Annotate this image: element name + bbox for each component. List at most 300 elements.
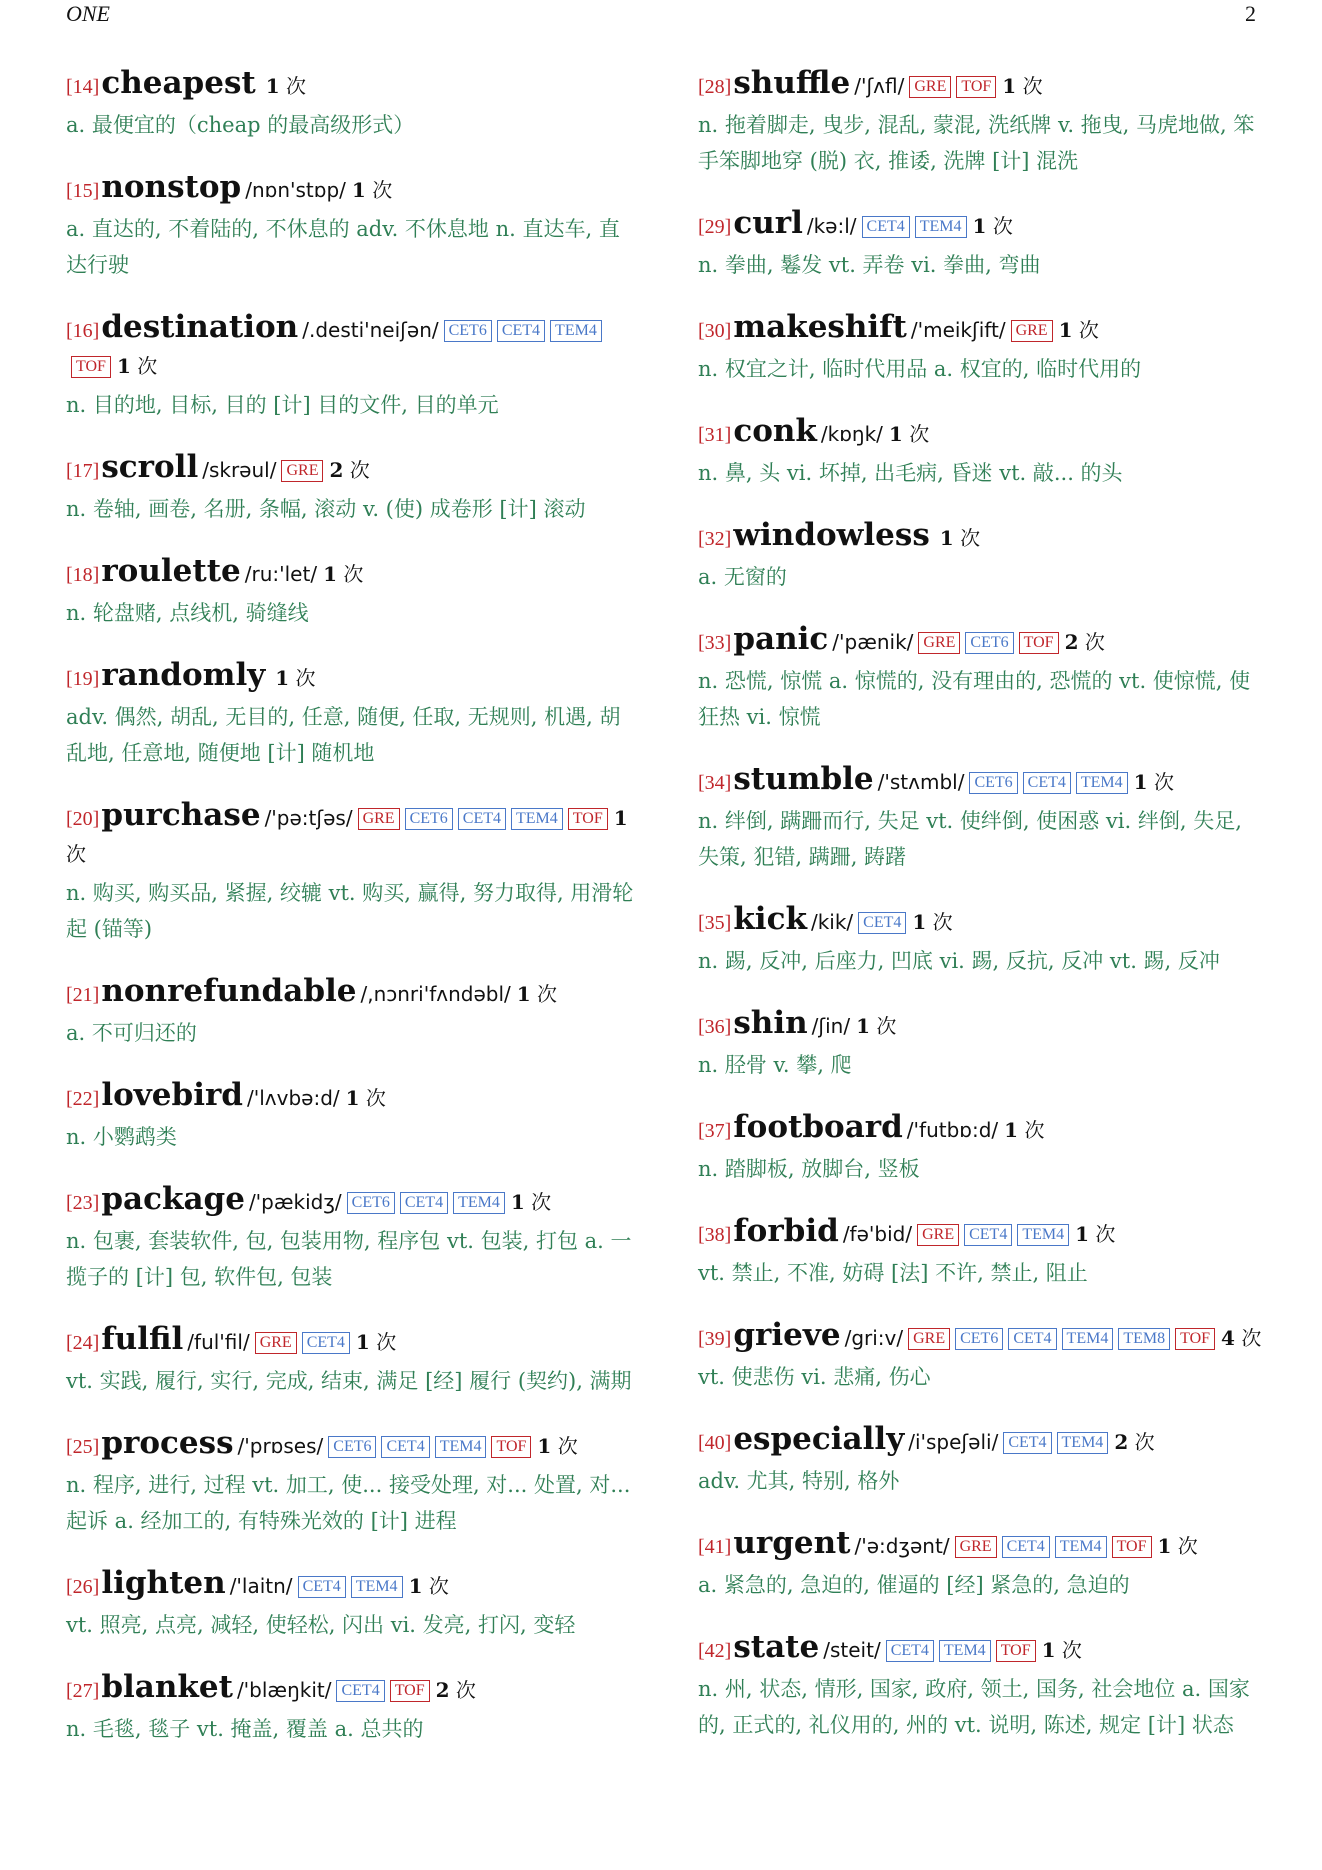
entry-phonetic: /,nɔnri'fʌndəbl/	[360, 982, 511, 1006]
frequency-unit: 次	[295, 666, 316, 690]
frequency-unit: 次	[1024, 1118, 1045, 1142]
entry-word: shuffle	[733, 65, 851, 101]
frequency-count: 1	[408, 1574, 423, 1598]
frequency-count: 1	[939, 526, 954, 550]
entry-frequency	[266, 74, 306, 98]
exam-tag-tof: TOF	[71, 356, 111, 378]
entry-phonetic: /'pænik/	[832, 630, 914, 654]
entry-headline	[698, 1318, 1268, 1357]
entry-number: [42]	[698, 1640, 732, 1662]
exam-tag-cet4: CET4	[1023, 772, 1071, 794]
entry-number: [17]	[66, 460, 100, 482]
frequency-unit: 次	[1134, 1430, 1155, 1454]
entry-word: state	[733, 1629, 820, 1665]
exam-tag-tem4: TEM4	[1076, 772, 1128, 794]
entry-phonetic: /skrəul/	[202, 458, 277, 482]
frequency-unit: 次	[376, 1330, 397, 1354]
entry-phonetic: /kɒŋk/	[820, 422, 883, 446]
entry-definition: n. 拖着脚走, 曳步, 混乱, 蒙混, 洗纸牌 v. 拖曳, 马虎地做, 笨手笨脚地穿 (脱) 衣, 推诿, 洗牌 [计] 混洗	[698, 113, 1255, 173]
entry-phonetic: /ʃin/	[811, 1014, 851, 1038]
entry-word: shin	[733, 1005, 808, 1041]
entry-word: roulette	[101, 553, 241, 589]
exam-tag-cet4: CET4	[858, 912, 906, 934]
exam-tags	[913, 634, 1058, 653]
entry-frequency	[275, 666, 315, 690]
entry-number: [22]	[66, 1088, 100, 1110]
frequency-unit: 次	[455, 1678, 476, 1702]
frequency-unit: 次	[876, 1014, 897, 1038]
entry-number: [20]	[66, 808, 100, 830]
exam-tags	[331, 1682, 429, 1701]
entry-number: [40]	[698, 1432, 732, 1454]
entry-definition: a. 直达的, 不着陆的, 不休息的 adv. 不休息地 n. 直达车, 直达行驶	[66, 217, 620, 277]
exam-tag-tem4: TEM4	[550, 320, 602, 342]
exam-tag-tem4: TEM4	[351, 1576, 403, 1598]
entry-number: [33]	[698, 632, 732, 654]
exam-tag-tof: TOF	[956, 76, 996, 98]
entry-number: [14]	[66, 76, 100, 98]
frequency-count: 1	[355, 1330, 370, 1354]
entry-number: [37]	[698, 1120, 732, 1142]
entry-definition: adv. 尤其, 特别, 格外	[698, 1469, 900, 1493]
exam-tag-tem4: TEM4	[939, 1640, 991, 1662]
frequency-count: 2	[435, 1678, 450, 1702]
word-entry	[66, 66, 636, 143]
frequency-unit: 次	[343, 562, 364, 586]
exam-tags	[1006, 322, 1053, 341]
frequency-unit: 次	[365, 1086, 386, 1110]
entry-phonetic: /ful'fil/	[187, 1330, 250, 1354]
entry-headline	[66, 1566, 636, 1605]
frequency-unit: 次	[286, 74, 307, 98]
frequency-unit: 次	[137, 354, 158, 378]
entry-definition: n. 踢, 反冲, 后座力, 凹底 vi. 踢, 反抗, 反冲 vt. 踢, 反冲	[698, 949, 1220, 973]
frequency-unit: 次	[66, 842, 86, 866]
entry-headline	[66, 554, 636, 593]
right-column	[698, 66, 1268, 1770]
entry-frequency	[889, 422, 929, 446]
entry-phonetic: /'meikʃift/	[910, 318, 1006, 342]
entry-number: [36]	[698, 1016, 732, 1038]
frequency-unit: 次	[1177, 1534, 1198, 1558]
exam-tag-tof: TOF	[390, 1680, 430, 1702]
entry-word: blanket	[101, 1669, 233, 1705]
exam-tag-gre: GRE	[917, 1224, 959, 1246]
entry-headline	[698, 310, 1268, 349]
entry-number: [35]	[698, 912, 732, 934]
entry-number: [23]	[66, 1192, 100, 1214]
word-entry	[698, 1422, 1268, 1499]
entry-word: scroll	[101, 449, 199, 485]
entry-frequency	[346, 1086, 386, 1110]
entry-word: purchase	[101, 797, 261, 833]
exam-tag-cet4: CET4	[497, 320, 545, 342]
entry-headline	[698, 902, 1268, 941]
entry-frequency	[940, 526, 980, 550]
word-entry	[698, 518, 1268, 595]
entry-definition: n. 轮盘赌, 点线机, 骑缝线	[66, 601, 309, 625]
entry-headline	[66, 1078, 636, 1117]
word-entry	[698, 310, 1268, 387]
frequency-unit: 次	[1078, 318, 1099, 342]
entry-phonetic: /'laitn/	[229, 1574, 293, 1598]
frequency-count: 1	[912, 910, 927, 934]
exam-tag-tof: TOF	[491, 1436, 531, 1458]
frequency-count: 1	[275, 666, 290, 690]
entry-word: lighten	[101, 1565, 226, 1601]
entry-phonetic: /gri:v/	[844, 1326, 904, 1350]
word-entry	[66, 1670, 636, 1747]
entry-phonetic: /'blæŋkit/	[236, 1678, 332, 1702]
entry-definition: n. 州, 状态, 情形, 国家, 政府, 领土, 国务, 社会地位 a. 国家的, 正式的, 礼仪用的, 州的 vt. 说明, 陈述, 规定 [计] 状态	[698, 1677, 1250, 1737]
entry-number: [39]	[698, 1328, 732, 1350]
exam-tag-tof: TOF	[996, 1640, 1036, 1662]
entry-phonetic: /'futbɒ:d/	[906, 1118, 999, 1142]
frequency-count: 1	[1133, 770, 1148, 794]
entry-headline	[698, 66, 1268, 105]
entry-headline	[698, 1630, 1268, 1669]
exam-tag-cet4: CET4	[1002, 1536, 1050, 1558]
exam-tag-tof: TOF	[1175, 1328, 1215, 1350]
entry-headline	[698, 1006, 1268, 1045]
frequency-unit: 次	[1095, 1222, 1116, 1246]
entry-phonetic: /steit/	[823, 1638, 881, 1662]
exam-tag-cet4: CET4	[964, 1224, 1012, 1246]
entry-definition: a. 不可归还的	[66, 1021, 197, 1045]
entry-frequency	[436, 1678, 476, 1702]
word-entry	[698, 1006, 1268, 1083]
entry-headline	[66, 1182, 636, 1221]
word-entry	[698, 902, 1268, 979]
entry-definition: n. 胫骨 v. 攀, 爬	[698, 1053, 852, 1077]
entry-headline	[66, 66, 636, 105]
exam-tag-cet4: CET4	[862, 216, 910, 238]
exam-tag-cet4: CET4	[458, 808, 506, 830]
frequency-count: 1	[1058, 318, 1073, 342]
frequency-unit: 次	[557, 1434, 578, 1458]
entry-definition: n. 权宜之计, 临时代用品 a. 权宜的, 临时代用的	[698, 357, 1142, 381]
exam-tag-cet4: CET4	[302, 1332, 350, 1354]
entry-headline	[66, 658, 636, 697]
frequency-count: 4	[1221, 1326, 1235, 1350]
entry-headline	[66, 450, 636, 489]
entry-phonetic: /'ʃʌfl/	[854, 74, 905, 98]
entry-frequency	[511, 1190, 551, 1214]
entry-phonetic: /kə:l/	[806, 214, 857, 238]
frequency-count: 1	[510, 1190, 525, 1214]
entry-frequency	[356, 1330, 396, 1354]
frequency-count: 1	[1002, 74, 1017, 98]
page-number: 2	[1245, 1, 1256, 26]
entry-word: makeshift	[733, 309, 907, 345]
exam-tag-tem4: TEM4	[1057, 1432, 1109, 1454]
exam-tag-cet6: CET6	[965, 632, 1013, 654]
exam-tags	[853, 914, 906, 933]
entry-frequency	[1114, 1430, 1154, 1454]
entry-number: [28]	[698, 76, 732, 98]
exam-tag-cet4: CET4	[336, 1680, 384, 1702]
entry-phonetic: /'prɒses/	[237, 1434, 324, 1458]
frequency-count: 1	[1075, 1222, 1090, 1246]
word-entry	[66, 798, 636, 947]
exam-tag-tem4: TEM4	[511, 808, 563, 830]
frequency-count: 1	[265, 74, 280, 98]
entry-number: [30]	[698, 320, 732, 342]
entry-definition: n. 恐慌, 惊慌 a. 惊慌的, 没有理由的, 恐慌的 vt. 使惊慌, 使狂热 vi. 惊慌	[698, 669, 1251, 729]
entry-frequency	[1158, 1534, 1198, 1558]
frequency-count: 1	[888, 422, 903, 446]
exam-tags	[353, 810, 608, 829]
entry-number: [34]	[698, 772, 732, 794]
entry-word: panic	[733, 621, 829, 657]
page-header	[66, 0, 1256, 28]
frequency-unit: 次	[349, 458, 370, 482]
exam-tag-gre: GRE	[255, 1332, 297, 1354]
exam-tag-cet4: CET4	[298, 1576, 346, 1598]
entry-definition: vt. 照亮, 点亮, 减轻, 使轻松, 闪出 vi. 发亮, 打闪, 变轻	[66, 1613, 576, 1637]
entry-phonetic: /nɒn'stɒp/	[245, 178, 346, 202]
entry-phonetic: /'pækidʒ/	[248, 1190, 342, 1214]
entry-frequency	[329, 458, 369, 482]
entry-number: [29]	[698, 216, 732, 238]
entry-word: conk	[733, 413, 817, 449]
frequency-unit: 次	[372, 178, 393, 202]
exam-tags	[323, 1438, 531, 1457]
entry-word: package	[101, 1181, 245, 1217]
entry-definition: n. 毛毯, 毯子 vt. 掩盖, 覆盖 a. 总共的	[66, 1717, 424, 1741]
entry-headline	[698, 1526, 1268, 1565]
frequency-unit: 次	[909, 422, 930, 446]
exam-tag-cet6: CET6	[969, 772, 1017, 794]
frequency-count: 1	[1041, 1638, 1056, 1662]
entry-number: [25]	[66, 1436, 100, 1458]
entry-word: windowless	[733, 517, 930, 553]
frequency-count: 1	[1157, 1534, 1172, 1558]
word-entry	[698, 622, 1268, 735]
entry-definition: n. 购买, 购买品, 紧握, 绞辘 vt. 购买, 赢得, 努力取得, 用滑轮起 (锚等)	[66, 881, 634, 941]
entry-frequency	[352, 178, 392, 202]
frequency-unit: 次	[1022, 74, 1043, 98]
exam-tag-tof: TOF	[1019, 632, 1059, 654]
entry-word: destination	[101, 309, 299, 345]
word-entry	[698, 1526, 1268, 1603]
entry-frequency	[517, 982, 557, 1006]
entry-frequency	[537, 1434, 577, 1458]
word-entry	[66, 1426, 636, 1539]
word-entry	[698, 1214, 1268, 1291]
entry-definition: n. 卷轴, 画卷, 名册, 条幅, 滚动 v. (使) 成卷形 [计] 滚动	[66, 497, 586, 521]
exam-tags	[250, 1334, 350, 1353]
left-column	[66, 66, 636, 1774]
entry-frequency	[973, 214, 1013, 238]
word-entry	[698, 66, 1268, 179]
entry-phonetic: /kik/	[810, 910, 854, 934]
entry-frequency	[1059, 318, 1099, 342]
entry-headline	[698, 206, 1268, 245]
entry-word: urgent	[733, 1525, 851, 1561]
exam-tag-cet4: CET4	[1008, 1328, 1056, 1350]
exam-tag-tem4: TEM4	[435, 1436, 487, 1458]
word-entry	[66, 170, 636, 283]
frequency-count: 1	[537, 1434, 552, 1458]
exam-tag-cet4: CET4	[1003, 1432, 1051, 1454]
entry-definition: n. 踏脚板, 放脚台, 竖板	[698, 1157, 920, 1181]
entry-phonetic: /i'speʃəli/	[908, 1430, 999, 1454]
frequency-unit: 次	[537, 982, 558, 1006]
word-entry	[698, 1110, 1268, 1187]
exam-tags	[950, 1538, 1152, 1557]
word-entry	[698, 206, 1268, 283]
word-entry	[698, 1318, 1268, 1395]
word-entry	[698, 414, 1268, 491]
entry-word: especially	[733, 1421, 905, 1457]
entry-definition: a. 紧急的, 急迫的, 催逼的 [经] 紧急的, 急迫的	[698, 1573, 1130, 1597]
frequency-count: 1	[516, 982, 531, 1006]
entry-word: randomly	[101, 657, 266, 693]
exam-tag-tof: TOF	[568, 808, 608, 830]
entry-phonetic: /'ə:dʒənt/	[854, 1534, 950, 1558]
entry-definition: n. 小鹦鹉类	[66, 1125, 177, 1149]
word-entry	[66, 1182, 636, 1295]
entry-headline	[66, 310, 636, 385]
frequency-unit: 次	[960, 526, 981, 550]
entry-headline	[698, 414, 1268, 453]
entry-headline	[698, 622, 1268, 661]
exam-tags	[857, 218, 967, 237]
exam-tag-cet6: CET6	[347, 1192, 395, 1214]
word-entry	[66, 1078, 636, 1155]
exam-tags	[903, 1330, 1215, 1349]
entry-definition: n. 目的地, 目标, 目的 [计] 目的文件, 目的单元	[66, 393, 499, 417]
word-entry	[66, 554, 636, 631]
exam-tag-gre: GRE	[909, 76, 951, 98]
exam-tags	[964, 774, 1127, 793]
book-title: ONE	[66, 1, 110, 26]
frequency-unit: 次	[992, 214, 1013, 238]
exam-tag-tem4: TEM4	[453, 1192, 505, 1214]
entry-headline	[698, 762, 1268, 801]
entry-word: cheapest	[101, 65, 256, 101]
entry-headline	[698, 1110, 1268, 1149]
frequency-count: 1	[1004, 1118, 1019, 1142]
entry-word: forbid	[733, 1213, 839, 1249]
entry-headline	[698, 1214, 1268, 1253]
entry-number: [38]	[698, 1224, 732, 1246]
entry-number: [41]	[698, 1536, 732, 1558]
entry-number: [16]	[66, 320, 100, 342]
exam-tags	[904, 78, 996, 97]
entry-frequency	[323, 562, 363, 586]
entry-number: [24]	[66, 1332, 100, 1354]
word-entry	[66, 1566, 636, 1643]
entry-word: fulfil	[101, 1321, 184, 1357]
entry-number: [15]	[66, 180, 100, 202]
entry-word: process	[101, 1425, 234, 1461]
frequency-count: 1	[345, 1086, 360, 1110]
exam-tags	[276, 462, 323, 481]
frequency-count: 1	[856, 1014, 870, 1038]
entry-headline	[66, 1426, 636, 1465]
exam-tags	[342, 1194, 505, 1213]
exam-tag-gre: GRE	[281, 460, 323, 482]
frequency-count: 1	[116, 354, 131, 378]
entry-headline	[66, 170, 636, 209]
exam-tag-cet4: CET4	[886, 1640, 934, 1662]
exam-tag-cet6: CET6	[328, 1436, 376, 1458]
exam-tag-tem4: TEM4	[1055, 1536, 1107, 1558]
entry-frequency	[1075, 1222, 1115, 1246]
entry-definition: n. 包裹, 套装软件, 包, 包装用物, 程序包 vt. 包装, 打包 a. 一揽子的 [计] 包, 软件包, 包装	[66, 1229, 632, 1289]
entry-phonetic: /'lʌvbə:d/	[246, 1086, 340, 1110]
entry-phonetic: /'pə:tʃəs/	[264, 806, 353, 830]
exam-tag-tem8: TEM8	[1118, 1328, 1170, 1350]
entry-frequency	[1042, 1638, 1082, 1662]
exam-tag-tem4: TEM4	[1017, 1224, 1069, 1246]
exam-tag-tem4: TEM4	[1062, 1328, 1114, 1350]
entry-word: lovebird	[101, 1077, 243, 1113]
entry-word: grieve	[733, 1317, 841, 1353]
exam-tag-gre: GRE	[955, 1536, 997, 1558]
entry-definition: n. 程序, 进行, 过程 vt. 加工, 使... 接受处理, 对... 处置, 对... 起诉 a. 经加工的, 有特殊光效的 [计] 进程	[66, 1473, 631, 1533]
exam-tag-gre: GRE	[358, 808, 400, 830]
entry-word: curl	[733, 205, 803, 241]
entry-definition: adv. 偶然, 胡乱, 无目的, 任意, 随便, 任取, 无规则, 机遇, 胡乱地, 任意地, 随便地 [计] 随机地	[66, 705, 621, 765]
entry-phonetic: /.desti'neiʃən/	[302, 318, 439, 342]
frequency-count: 2	[1064, 630, 1079, 654]
exam-tags	[998, 1434, 1108, 1453]
entry-definition: a. 无窗的	[698, 565, 787, 589]
entry-frequency	[117, 354, 157, 378]
entry-frequency	[1065, 630, 1105, 654]
entry-number: [27]	[66, 1680, 100, 1702]
entry-definition: n. 拳曲, 鬈发 vt. 弄卷 vi. 拳曲, 弯曲	[698, 253, 1041, 277]
entry-number: [21]	[66, 984, 100, 1006]
frequency-count: 2	[1114, 1430, 1129, 1454]
entry-headline	[698, 518, 1268, 557]
exam-tag-gre: GRE	[908, 1328, 950, 1350]
entry-number: [32]	[698, 528, 732, 550]
frequency-count: 1	[323, 562, 337, 586]
exam-tag-tof: TOF	[1112, 1536, 1152, 1558]
frequency-unit: 次	[531, 1190, 552, 1214]
entry-frequency	[856, 1014, 896, 1038]
entry-frequency	[409, 1574, 449, 1598]
exam-tag-cet6: CET6	[955, 1328, 1003, 1350]
word-entry	[698, 1630, 1268, 1743]
entry-frequency	[1221, 1326, 1261, 1350]
entry-phonetic: /'stʌmbl/	[877, 770, 965, 794]
entry-number: [31]	[698, 424, 732, 446]
entry-word: nonrefundable	[101, 973, 357, 1009]
entry-headline	[66, 1670, 636, 1709]
entry-definition: n. 鼻, 头 vi. 坏掉, 出毛病, 昏迷 vt. 敲... 的头	[698, 461, 1123, 485]
word-entry	[66, 658, 636, 771]
entry-definition: vt. 实践, 履行, 实行, 完成, 结束, 满足 [经] 履行 (契约), 满期	[66, 1369, 632, 1393]
exam-tag-gre: GRE	[1011, 320, 1053, 342]
word-entry	[66, 1322, 636, 1399]
exam-tags	[881, 1642, 1036, 1661]
entry-definition: n. 绊倒, 蹒跚而行, 失足 vt. 使绊倒, 使困惑 vi. 绊倒, 失足, 失策, 犯错, 蹒跚, 踌躇	[698, 809, 1242, 869]
entry-word: kick	[733, 901, 807, 937]
frequency-unit: 次	[428, 1574, 449, 1598]
exam-tags	[293, 1578, 403, 1597]
entry-definition: a. 最便宜的（cheap 的最高级形式）	[66, 113, 415, 137]
entry-frequency	[1002, 74, 1042, 98]
word-entry	[698, 762, 1268, 875]
frequency-count: 1	[613, 806, 628, 830]
entry-headline	[698, 1422, 1268, 1461]
frequency-unit: 次	[932, 910, 953, 934]
